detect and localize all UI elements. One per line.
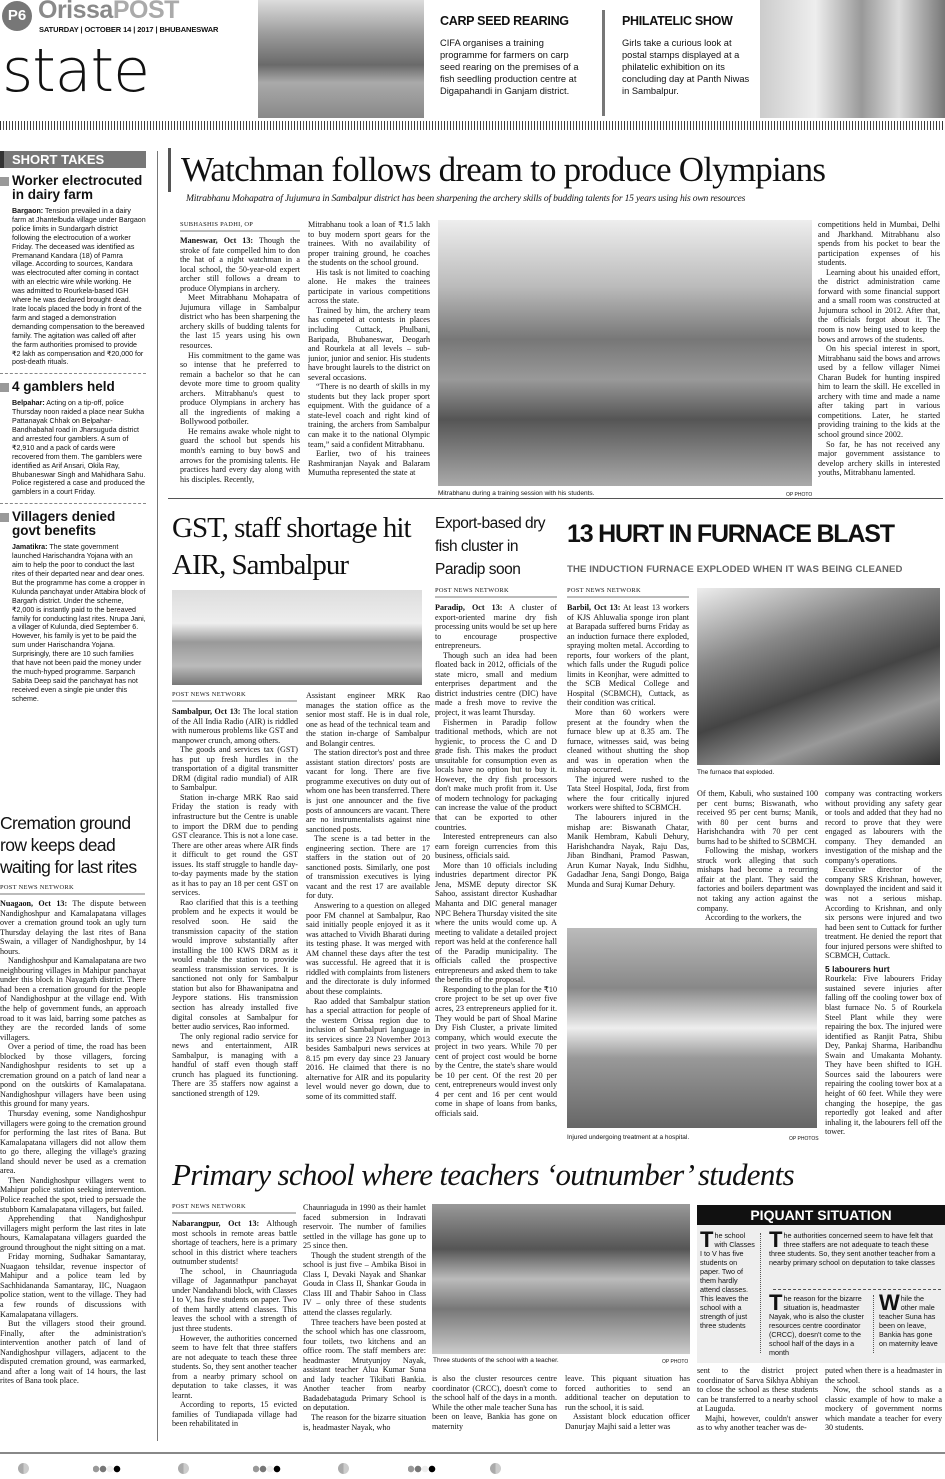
dateline-place: Bargaon: <box>12 207 44 215</box>
fish-body <box>435 603 557 1147</box>
short-take-title: Villagers denied govt benefits <box>0 510 146 538</box>
paragraph: sent to the district project coordinator of Sarva Sikhya Abhiyan to close the school as these students can be transferred to a nearby school at Lauguda. <box>697 1366 818 1414</box>
photo-caption: The furnace that exploded. <box>697 769 775 776</box>
paragraph: Rao clarified that this is a teething problem and he expects it would be resolved soon. He said the transmission capacity of the station would improve substantially after installing the 100 KWS DRM as it would enable the station to provide seamless transmission services. It is sanctioned not only for Sambalpur station but also for Bhawanipatna and Jeypore stations. His transmission section has already installed five digital consoles at Sambalpur for better audio services, Rao informed. <box>172 897 298 1032</box>
school-col-4 <box>565 1374 690 1434</box>
paragraph: His task is not limited to coaching alone. He makes the trainees participate in various competitions across the state. <box>308 267 430 306</box>
furnace-headline[interactable]: 13 HURT IN FURNACE BLAST <box>567 520 894 548</box>
teaser-philatelic[interactable] <box>622 14 754 97</box>
paragraph: More than 60 workers were present at the foundry when the furnace blew up at 8.35 am. The furnace, witnesses said, was being cleaned without shutting the shop and was in operation when the mishap occurred. <box>567 708 689 775</box>
divider <box>0 503 146 504</box>
drop-cap: W <box>879 1290 900 1315</box>
piquant-fact <box>769 1227 941 1267</box>
divider <box>0 373 146 374</box>
school-col-5 <box>697 1366 818 1434</box>
column-rule <box>157 151 158 1441</box>
paragraph: Thursday evening, some Nandighoshpur villagers were going to the cremation ground for performing the last rites of Bana. But Kamalapatana villagers did not allow them to go there, alleging the village's grazing land should never be used as a cremation area. <box>0 1109 146 1176</box>
fact-text: he authorities concerned seem to have felt that three staffers are not adequate to teach these three students. So, they sent another teacher from a nearby primary school on deputation to take classes <box>769 1231 936 1267</box>
watchman-headline[interactable]: Watchman follows dream to produce Olympians <box>168 148 943 192</box>
byline: POST NEWS NETWORK <box>567 587 689 598</box>
paragraph: Though the student strength of the school is just five – Ambika Bisoi in Class I, Devaki Nayak and Shankar Gouda in Class II, Shankar Gouda in Class III and Thabir Sahoo in Class IV – only three of these students attend the classes regularly. <box>303 1250 426 1318</box>
byline: POST NEWS NETWORK <box>172 1203 296 1214</box>
school-col-2 <box>303 1203 426 1434</box>
hospital-photo <box>567 928 817 1128</box>
paragraph: Nuagaon, Oct 13: The dispute between Nandighoshpur and Kamalapatana villages over a cremation ground took an ugly turn Thursday delaying the last rites of Bana Swain, a villager of Nandighoshpur, by 14 hours. <box>0 899 146 956</box>
dateline-place: Belpahar: <box>12 399 45 408</box>
paragraph: Interested entrepreneurs can also earn foreign currencies from this business, officials said. <box>435 832 557 861</box>
paragraph: Answering to a question on alleged poor FM channel at Sambalpur, Rao said initially people enjoyed it as it was attached to Vividh Bharati during its testing phase. It was merged with AM channel these days after the test was successful. He agreed that it is riddled with complaints from listeners and the directorate is duly informed about these complaints. <box>306 901 430 996</box>
teaser-carp-seed[interactable] <box>440 14 590 97</box>
paragraph: leave. This piquant situation has forced authorities to send an additional teacher on deputation to run the school, it is said. <box>565 1374 690 1412</box>
brand-logo <box>38 0 179 25</box>
piquant-title: PIQUANT SITUATION <box>697 1205 945 1225</box>
paragraph: is also the cluster resources centre coordinator (CRCC), doesn't come to the school half of the days in a month. While the other male teacher Suna has been on leave, Bankia has gone on maternity <box>432 1374 557 1431</box>
color-dots-icon <box>93 1465 123 1473</box>
drop-cap: T <box>769 1290 783 1315</box>
dateline-place: Jamatikra: <box>12 543 48 552</box>
byline: POST NEWS NETWORK <box>172 691 297 702</box>
paragraph: Mitrabhanu took a loan of ₹1.5 lakh to buy modern sport gears for the trainees. With no availability of proper training ground, he coaches the students on the school ground. <box>308 220 430 268</box>
furnace-col-3-paras <box>825 789 942 961</box>
photo-credit: OP PHOTO <box>662 1359 689 1365</box>
exploded-furnace-photo <box>697 588 940 765</box>
photo-credit: OP PHOTOS <box>789 1136 819 1142</box>
color-dots-icon <box>253 1465 283 1473</box>
short-take-title: 4 gamblers held <box>0 380 146 394</box>
teaser-text: Girls take a curious look at postal stamps displayed at a philatelic exhibition on its concluding day at Panth Niwas in Sambalpur. <box>622 38 750 96</box>
short-take-item[interactable] <box>0 174 146 374</box>
side-story: Rourkela: Five labourers Friday sustained severe injuries after falling off the cooling tower box of blast furnace No. 5 of Rourkela Steel Plant while they were repairing the box. The injured were identified as Ranjit Patra, Shibu Dey, Pankaj Sharma, Haribandhu Swain and Umakanta Mohanty. They have been shifted to IGH. Sources said the labourers were repairing the cooling tower box at a height of 60 feet. While they were changing the hosepipe, the gas reportedly got leaked and after inhaling it, the labourers fell off the tower. <box>825 974 942 1137</box>
paragraph: Majhi, however, couldn't answer as to why another teacher was de- <box>697 1413 818 1433</box>
paragraph: Paradip, Oct 13: A cluster of export-oriented marine dry fish processing units would be set up here to encourage prospective entrepreneurs. <box>435 603 557 651</box>
paragraph: Sambalpur, Oct 13: The local station of the All India Radio (AIR) is riddled with numerous problems like GST and manpower crunch, among others. <box>172 707 298 745</box>
paragraph: The station director's post and three assistant station directors' posts are vacant for long. There are five programme executives on duty out of whom one has been transferred. There is just one announcer and the five posts of announcers are vacant. There are no instrumentalists against nine sanctioned posts. <box>306 748 430 834</box>
side-headline: 5 labourers hurt <box>825 963 890 974</box>
short-takes <box>0 151 146 704</box>
paragraph: company was contracting workers without providing any safety gear or tools and added that they had no record to prove that they were engaged as labourers with the company. They demanded an investigation of the mishap and the company's operations. <box>825 789 942 865</box>
divider <box>773 1289 941 1290</box>
paragraph: According to reports, 15 evicted families of Tundiapada village had been rehabilitated in <box>172 1400 297 1429</box>
paragraph: Now, the school stands as a classic example of how to make a mockery of government norms which mandate a teacher for every 30 students. <box>825 1385 942 1433</box>
box-rule <box>168 498 943 499</box>
paragraph: So far, he has not received any major government assistance to develop archery skills in interested youths, Mitrabhanu lamented. <box>818 439 940 478</box>
paragraph: Meet Mitrabhanu Mohapatra of Jujumura village in Sambalpur district who has been sharpening the archery skills of budding talents for the last 15 years using his own resources. <box>180 293 300 351</box>
carp-seed-photo <box>258 0 424 118</box>
archery-training-photo <box>438 220 812 486</box>
furnace-subhead: THE INDUCTION FURNACE EXPLODED WHEN IT WAS BEING CLEANED <box>567 564 903 575</box>
section-title: state <box>2 36 149 106</box>
registration-circle-icon <box>338 1463 349 1474</box>
fact-text: he reason for the bizarre situation is, headmaster Nayak, who is also the cluster resources centre coordinator (CRCC), doesn't come to the school half of the days in a month <box>769 1294 865 1357</box>
paragraph: competitions held in Mumbai, Delhi and Jharkhand. Mitrabhanu also spends from his pocket to bear the participation expenses of his students. <box>818 220 940 268</box>
school-headline[interactable]: Primary school where teachers ‘outnumber’ students <box>172 1157 794 1192</box>
short-take-title: Worker electrocuted in dairy farm <box>0 174 146 202</box>
drop-cap: T <box>700 1227 714 1252</box>
paragraph: Learning about his unaided effort, the district administration came forward with some financial support and a small room was constructed at Jujumura school in 2012. After that, the officials forgot about it. The room is now being used to keep the bows and arrows of the students. <box>818 267 940 344</box>
paragraph: Responding to the plan for the ₹10 crore project to be set up over five acres, 23 entrepreneurs applied for it. They would be part of Shoal Marine Dry Fish Cluster, a private limited company, which would execute the project in two years. While 70 per cent of project cost would be borne by the Centre, the state's share would be 10 per cent. Of the rest 20 per cent, entrepreneurs would invest only 4 per cent and 16 per cent would come in shape of loans from banks, officials said. <box>435 984 557 1118</box>
paragraph: Assistant block education officer Danurjay Majhi said a letter was <box>565 1412 690 1431</box>
paragraph: More than 10 officials including industries department director PK Jena, MSME deputy director SK Sahoo, assistant director Kushadhar Mahanta and DIC general manager NPC Behera Thursday visited the site where the units would come up. A meeting to validate a detailed project report was held at the conference hall of the Paradip municipality. The officials called the prospective entrepreneurs and asked them to take the benefits of the proposal. <box>435 860 557 985</box>
registration-circle-icon <box>178 1463 189 1474</box>
paragraph: Though such an idea had been floated back in 2012, officials of the state micro, small and medium enterprises department and the district industries centre (DIC) have made a fresh move to revive the project, it was learnt Thursday. <box>435 650 557 718</box>
furnace-col-3 <box>825 789 942 1144</box>
paragraph: Barbil, Oct 13: At least 13 workers of KJS Ahluwalia sponge iron plant at Barapada suffered burns Friday as an induction furnace there exploded, spraying molten metal. According to reports, four workers of the plant, which falls under the Rugudi police limits in Keonjhar, were admitted to the SCB Medical College and Hospital (SCBMCH), Cuttack, as their condition was critical. <box>567 603 689 708</box>
watchman-col-1 <box>180 236 300 498</box>
registration-circle-icon <box>18 1463 29 1474</box>
paragraph: He remains awake whole night to guard the school but spends his month's earning to buy bowS and arrows for the promising talents. He practices hard every day along with his disciples. Recently, <box>180 426 300 484</box>
paragraph: “There is no dearth of skills in my students but they lack proper sport equipment. With the guidance of a state-level coach and right kind of training, the archers from Sambalpur can make it to the national Olympic team,” said a confident Mitrabhanu. <box>308 382 430 449</box>
piquant-situation-box <box>697 1205 945 1363</box>
cremation-headline[interactable]: Cremation ground row keeps dead waiting for last rites <box>0 813 137 877</box>
cremation-body <box>0 899 146 1434</box>
paragraph: The only regional radio service for news and entertainment, AIR Sambalpur, is managing with a handful of staff even though staff crunch has plagued its functioning. There are 35 staffers now against a sanctioned strength of 129. <box>172 1031 298 1098</box>
paragraph: Nabarangpur, Oct 13: Although most schools in remote areas battle shortage of teachers, here is a primary school in this district where teachers outnumber students! <box>172 1219 297 1267</box>
paragraph: Of them, Kabuli, who sustained 100 per cent burns; Biswanath, who received 95 per cent burns; Manik, with 80 per cent burns and Harishchandra with 70 per cent burns had to be shifted to SCBMCH. <box>697 789 818 846</box>
photo-caption: Three students of the school with a teacher. <box>433 1357 559 1364</box>
paragraph: On his special interest in sport, Mitrabhanu said the bows and arrows used by a fellow villager Nimei Charan Budek for hunting inspired him to learn the skill. He excelled in archery with time and made a name after taking part in various competitions. Later, he started providing training to the kids at the school ground since 2002. <box>818 344 940 440</box>
byline: POST NEWS NETWORK <box>435 587 557 598</box>
drop-cap: T <box>769 1227 783 1252</box>
short-take-body <box>0 543 146 703</box>
short-take-body <box>0 399 146 497</box>
gst-col-1 <box>172 707 298 1147</box>
paragraph: Assistant engineer MRK Rao manages the station office as the senior most staff. He is in dual role, one as head of the technical team and the station in-charge of Sambalpur and Bolangir centres. <box>306 691 430 748</box>
short-take-text: Acting on a tip-off, police Thursday noon raided a place near Sukha Pattanayak Chhak on Belpahar-Bandhabahal road in Jharsuguda district and arrested four gamblers. A sum of ₹2,910 and a pack of cards were recovered from them. The gamblers were identified as Arif Ansari, Okila Ray, Bhubaneswar Singh and Mahidhara Sahu. Police registered a case and produced the gamblers in a court Friday. <box>12 399 146 497</box>
fish-headline[interactable]: Export-based dry fish cluster in Paradip soon <box>435 515 546 578</box>
registration-circle-icon <box>490 1463 501 1474</box>
watchman-col-2 <box>308 220 430 498</box>
piquant-fact <box>879 1290 942 1348</box>
divider <box>873 1295 874 1353</box>
short-take-item[interactable] <box>0 510 146 703</box>
fact-text: hile the other male teacher Suna has been on leave, Bankia has gone on maternity leave <box>879 1294 938 1348</box>
registration-marks <box>0 1462 945 1479</box>
paragraph: Following the mishap, workers struck work alleging that such mishaps had become a recurring affair at the plant. They said the factories and boilers department was not taking any action against the company. <box>697 846 818 913</box>
page-number-badge <box>2 1 32 31</box>
paragraph: But the villagers stood their ground. Finally, after the administration's intervention another patch of land of Nandighoshpur villagers, adjacent to the disputed cremation ground, was earmarked, and after a long wait of 14 hours, the last rites of Bana took place. <box>0 1319 146 1386</box>
piquant-fact <box>769 1290 870 1357</box>
photo-caption: Mitrabhanu during a training session with his students. <box>438 490 595 497</box>
brand-orissa: Orissa <box>38 0 113 24</box>
watchman-deck: Mitrabhanu Mohapatra of Jujumura in Sambalpur district has been sharpening the archery skills of budding talents for 15 years using his own resources <box>186 193 746 204</box>
fact-text: he school with Classes I to V has five students on paper. Two of them hardly attend classes. This leaves the school with a strength of just three students <box>700 1231 755 1330</box>
paragraph: Rao added that Sambalpur station has a special attraction for people of the western Orissa region due to inclusion of Sambalpuri language in its services since 23 November 2013 besides Sambalpuri news services at 8.15 pm every day since 23 January 2016. He claimed that there is no alternative for AIR and its popularity level would never go down, due to some of its committed staff. <box>306 996 430 1101</box>
paragraph: Earlier, two of his trainees Rashmiranjan Nayak and Balaram Mumutha represented the state at <box>308 449 430 478</box>
paragraph: Executive director of the company SRS Krishnan, however, downplayed the incident and said it was not a serious mishap. According to Krishnan, and only six persons were injured and two had been sent to Cuttack for further treatment. He denied the report that four injured persons were shifted to SCBMCH, Cuttack. <box>825 865 942 961</box>
paragraph: Maneswar, Oct 13: Though the stroke of fate compelled him to don the hat of a night watchman in a local school, the 50-year-old expert archer still follows a dream to produce Olympians in archery. <box>180 236 300 293</box>
school-students-photo <box>432 1204 690 1354</box>
byline: POST NEWS NETWORK <box>0 884 145 895</box>
school-col-6 <box>825 1366 942 1434</box>
paragraph: Apprehending that Nandighoshpur villagers might perform the last rites in late hours, Kamalapatana villagers guarded the ground throughout the night sitting on a mat. <box>0 1214 146 1252</box>
paragraph: Nandighoshpur and Kamalapatana are two neighbouring villages in Mahipur panchayat under this block in Nayagarh district. There had been a cremation ground for the people of Nandighoshpur at the village end. With the help of government funds, an approach road to it was laid, barring some patches as they are the recorded lands of some villagers. <box>0 956 146 1042</box>
short-takes-label <box>0 151 146 168</box>
byline: SUBHASHIS PADHI, OP <box>180 221 300 232</box>
furnace-col-2 <box>697 789 818 924</box>
dateline: SATURDAY | OCTOBER 14 | 2017 | BHUBANESWAR <box>39 25 219 34</box>
short-take-item[interactable] <box>0 380 146 504</box>
short-take-text: The state government launched Harischandra Yojana with an aim to help the poor to conduct the last rites of their departed near and dear ones. But the programme has come a cropper in Kulunda panchayat under Attabira block of Bargarh district. Under the scheme, ₹2,000 is instantly paid to the bereaved family for conducting last rites. Nrupa Jani, a villager of Kulunda, died September 6. However, his family is yet to be paid the sum under Harischandra Yojana. Surprisingly, there are 10 such families that have not been paid the money under the much-hyped programme. Sarpanch Sabita Deep said the panchayat has not received even a single pie under this scheme. <box>12 543 146 703</box>
paragraph: The school, in Chaunriaguda village of Jagannathpur panchayat under Nandahandi block, with Classes I to V, has five students on paper. Two of them hardly attend classes. This leaves the school with a strength of just three students. <box>172 1266 297 1334</box>
paragraph: The scene is a tad better in the engineering section. There are 17 staffers in the station out of 20 sanctioned posts. Similarly, one post of transmission executives is lying vacant and the rest 17 are available for duty. <box>306 834 430 901</box>
paragraph: The injured were rushed to the Tata Steel Hospital, Joda, first from where the four critically injured workers were shifted to SCBMCH. <box>567 774 689 813</box>
photo-caption: Injured undergoing treatment at a hospital. <box>567 1134 690 1141</box>
paragraph: Station in-charge MRK Rao said Friday the station is ready with infrastructure but the Centre is unable to import the DRM due to pending GST clearance. This is not a lone case. There are other areas where AIR finds it difficult to get round the GST issues. Its staff struggle to handle day-to-day payments made by the station as it has to pay an 18 per cent GST on services. <box>172 792 298 898</box>
paragraph: Over a period of time, the road has been blocked by those villagers, forcing Nandighoshpur residents to set up a cremation ground on a patch of land near a pond on the outskirts of Kamalapatana. Nandighoshpur villagers have been using this ground for many years. <box>0 1042 146 1109</box>
teaser-title: CARP SEED REARING <box>440 14 569 28</box>
philatelic-photo <box>760 0 945 118</box>
teaser-title: PHILATELIC SHOW <box>622 14 733 28</box>
school-col-1 <box>172 1219 297 1434</box>
photo-credit: OP PHOTO <box>786 492 813 498</box>
paragraph: According to the workers, the <box>705 913 802 923</box>
piquant-fact <box>700 1227 756 1330</box>
teaser-text: CIFA organises a training programme for farmers on carp seed rearing on the premises of a fish seedling production centre at Digapahandi in Ganjam district. <box>440 38 579 96</box>
teaser-divider <box>602 10 605 116</box>
paragraph: puted when there is a headmaster in the school. <box>825 1366 942 1385</box>
short-take-text: Tension prevailed in a dairy farm at Jhantelbuda village under Bargaon police limits in Sundargarh district following the electrocution of a worker Friday. The deceased was identified as Premanand Kandara (18) of Pamra village. According to sources, Kandara was electrocuted after coming in contact with an electric wire while working. He was admitted to Rourkela-based IGH where he was declared brought dead. Irate locals placed the body in front of the farm and staged a demonstration demanding compensation to the bereaved family. The agitation was called off after the farm authorities promised to provide ₹2 lakh as compensation and ₹20,000 for post-death rituals. <box>12 207 146 367</box>
paragraph: Chaunriaguda in 1990 as their hamlet faced submersion in Indravati reservoir. The number of families settled in the village has gone up to 25 since then. <box>303 1203 426 1251</box>
brand-post: POST <box>112 0 179 24</box>
masthead <box>0 0 258 118</box>
school-col-3 <box>432 1374 557 1434</box>
paragraph: Fishermen in Paradip follow traditional methods, which are not hygienic, to process the C and D grade fish. This makes the product unsuitable for consumption even as locals have no option but to buy it. However, the dry fish processors don't make much profit from it. Use of modern technology for packaging can increase the value of the product that can be exported to other countries. <box>435 717 557 832</box>
short-takes-label-text: SHORT TAKES <box>12 152 105 167</box>
furnace-col-1 <box>567 603 689 925</box>
paragraph: The labourers injured in the mishap are: Biswanath Chatar, Manik Hembram, Kabuli Dehury, Harishchandra Nayak, Raju Das, Jiban Bindhani, Pramod Paswan, Arun Kumar Nayak, Indu Sidhhu, Gadadhar Jena, Sangi Dongo, Baiga Munda and Suraj Kumar Dehury. <box>567 813 689 889</box>
paragraph: His commitment to the game was so intense that he preferred to remain a bachelor so that he can devote more time to groom quality archers. Mitrabhanu's quest to produce Olympians in archery has all the ingredients of making a Bollywood potboiler. <box>180 350 300 427</box>
short-take-body <box>0 207 146 367</box>
paragraph: Friday morning, Sudhakar Samantaray, Nuagaon tehsildar, revenue inspector of Mahipur and a police team led by Sachhidananda Samantaray, IIC, Nuagaon police station, went to the village. They had a few rounds of discussions with Kamalapatana villagers. <box>0 1252 146 1319</box>
paragraph: Three teachers have been posted at the school which has one classroom, four toilets, two kitchens and an office room. The staff members are: headmaster Mrutyunjoy Nayak, assistant teacher Alua Kumar Suna and lady teacher Tikibati Bankia. Another teacher from nearby Badadebataguda Primary School is on deputation. <box>303 1317 426 1413</box>
gst-headline[interactable]: GST, staff shortage hit AIR, Sambalpur <box>172 512 411 581</box>
footer-rule <box>0 1452 945 1454</box>
watchman-col-3 <box>818 220 940 498</box>
page-number: P6 <box>7 7 27 24</box>
paragraph: Then Nandighoshpur villagers went to Mahipur police station seeking intervention. Police reached the spot, tried to persuade the stubborn Kamalapatana villagers, but failed. <box>0 1175 146 1214</box>
gst-col-2 <box>306 691 430 1147</box>
color-dots-icon <box>408 1465 438 1473</box>
paragraph: The goods and services tax (GST) has put up fresh hurdles in the transportation of a digital transmitter DRM (digital radio mundial) of AIR to Sambalpur. <box>172 745 298 793</box>
air-station-photo <box>172 590 422 685</box>
paragraph: The reason for the bizarre situation is, headmaster Nayak, who <box>303 1413 426 1432</box>
divider <box>760 1233 761 1353</box>
paragraph: However, the authorities concerned seem to have felt that three staffers are not adequate to teach these three students. So, they sent another teacher from a nearby primary school on deputation to take classes, it was learnt. <box>172 1333 297 1400</box>
paragraph: Trained by him, the archery team has competed at contests in places including Cuttack, Phulbani, Baripada, Bhubaneswar, Deogarh and Rourkela at all levels – sub-junior, junior and senior. His students have brought laurels to the district on several occasions. <box>308 305 430 382</box>
header-rule <box>0 121 945 130</box>
